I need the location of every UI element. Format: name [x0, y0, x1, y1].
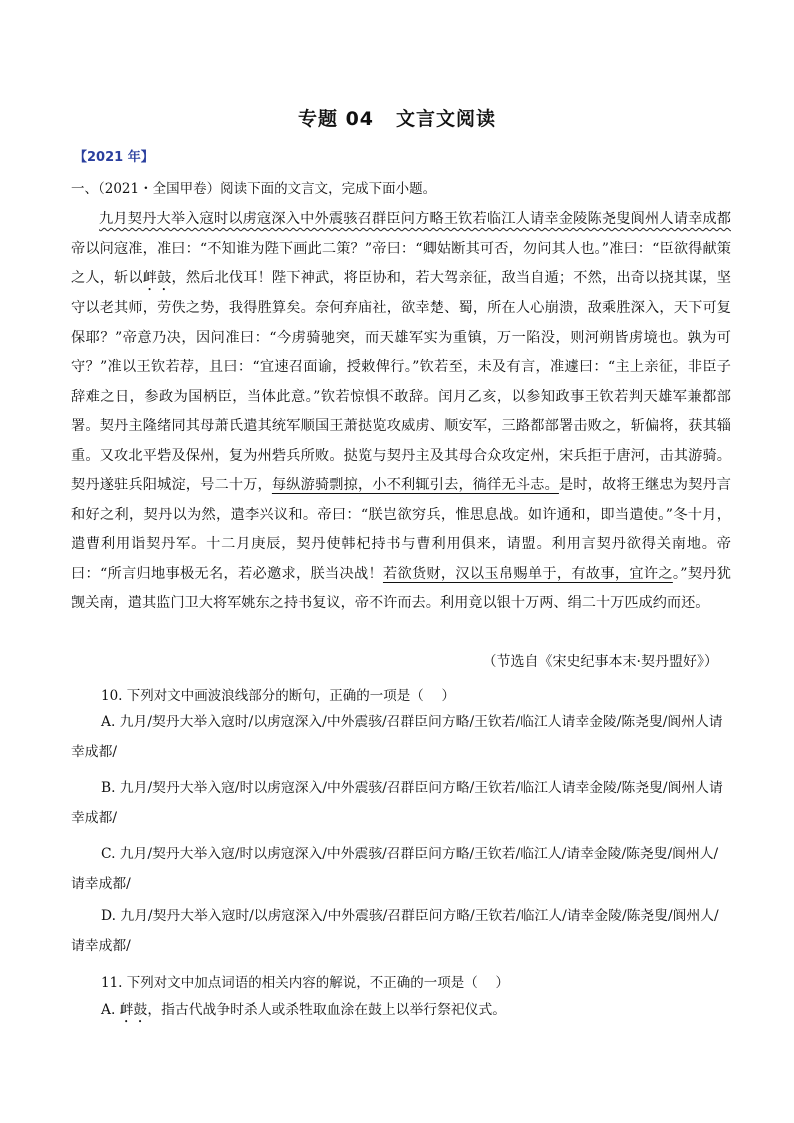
- passage-segment: 帝以问寇准，准曰：“不知谁为陛下画此二策？”帝曰：“卿姑断其可否，勿问其人也。”准曰：“臣欲得献策之人，斩以: [71, 240, 731, 286]
- question-intro: 一、（2021・全国甲卷）阅读下面的文言文，完成下面小题。: [71, 181, 437, 197]
- passage-text: [71, 205, 731, 619]
- question-11-option-a: [71, 996, 723, 1026]
- question-11-stem: 11. 下列对文中加点词语的相关内容的解说，不正确的一项是（ ）: [101, 975, 510, 991]
- passage-segment: 是时，故将王继忠为契丹言和好之利，契丹以为然，遣李兴议和。帝曰：“朕岂欲穷兵，惟思息战。如许通和，即当遣使。”冬十月，遣曹利用诣契丹军。十二月庚辰，契丹使韩杞持书与曹利用俱来，请盟。利用言契丹欲得关南地。帝曰：“所言归地事极无名，若必邀求，朕当决战！: [71, 477, 731, 582]
- question-10-option-c: C. 九月/契丹大举入寇/时以虏寇深入/中外震骇/召群臣问方略/王钦若/临江人/请幸金陵/陈尧叟/阆州人/请幸成都/: [71, 846, 719, 892]
- wavy-underlined-sentence: 九月契丹大举入寇时以虏寇深入中外震骇召群臣问方略王钦若临江人请幸金陵陈尧叟阆州人请幸成都: [99, 211, 731, 227]
- option-label: A.: [101, 1002, 120, 1018]
- dotted-term: 衅鼓: [142, 270, 172, 286]
- year-tag: 【2021 年】: [74, 150, 154, 165]
- title-sub: 文言文阅读: [396, 108, 497, 130]
- page-title: [0, 104, 794, 131]
- question-10-option-a: A. 九月/契丹大举入寇时/以虏寇深入/中外震骇/召群臣问方略/王钦若/临江人请幸金陵/陈尧叟/阆州人请幸成都/: [71, 714, 723, 760]
- source-citation: （节选自《宋史纪事本末·契丹盟好》）: [482, 654, 718, 670]
- underlined-sentence-1: 每纵游骑剽掠，小不利辄引去，徜徉无斗志。: [271, 477, 559, 493]
- question-10-stem: 10. 下列对文中画波浪线部分的断句，正确的一项是（ ）: [101, 688, 456, 704]
- option-text: ，指古代战争时杀人或杀牲取血涂在鼓上以举行祭祀仪式。: [147, 1002, 507, 1018]
- question-10-option-d: D. 九月/契丹大举入寇时/以虏寇深入/中外震骇/召群臣问方略/王钦若/临江人/请幸金陵/陈尧叟/阆州人/请幸成都/: [71, 908, 719, 954]
- question-10-option-b: B. 九月/契丹大举入寇/时以虏寇深入/中外震骇/召群臣问方略/王钦若/临江人请幸金陵/陈尧叟/阆州人请幸成都/: [71, 780, 723, 826]
- dotted-term: 衅鼓: [119, 1002, 148, 1018]
- passage-segment: 。”契丹犹觊关南，遣其监门卫大将军姚东之持书复议，帝不许而去。利用竟以银十万两、绢二十万匹成约而还。: [71, 565, 731, 611]
- passage-segment: ，然后北伐耳！陛下神武，将臣协和，若大驾亲征，敌当自遁；不然，出奇以挠其谋，坚守以老其师，劳佚之势，我得胜算矣。奈何弃庙社，欲幸楚、蜀，所在人心崩溃，敌乘胜深入，天下可复保耶？”帝意乃决，因问准曰：“今虏骑驰突，而天雄军实为重镇，万一陷没，则河朔皆虏境也。孰为可守？”准以王钦若荐，且曰：“宜速召面谕，授敕俾行。”钦若至，未及有言，准遽曰：“主上亲征，非臣子辞难之日，参政为国柄臣，当体此意。”钦若惊惧不敢辞。闰月乙亥，以参知政事王钦若判天雄军兼都部署。契丹主隆绪同其母萧氏遣其统军顺国王萧挞览攻威虏、顺安军，三路都部署击败之，斩偏将，获其辎重。又攻北平砦及保州，复为州砦兵所败。挞览与契丹主及其母合众攻定州，宋兵拒于唐河，击其游骑。契丹遂驻兵阳城淀，号二十万，: [71, 270, 731, 493]
- underlined-sentence-2: 若欲货财，汉以玉帛赐单于，有故事，宜许之: [382, 565, 673, 582]
- title-main: 专题 04: [297, 108, 375, 130]
